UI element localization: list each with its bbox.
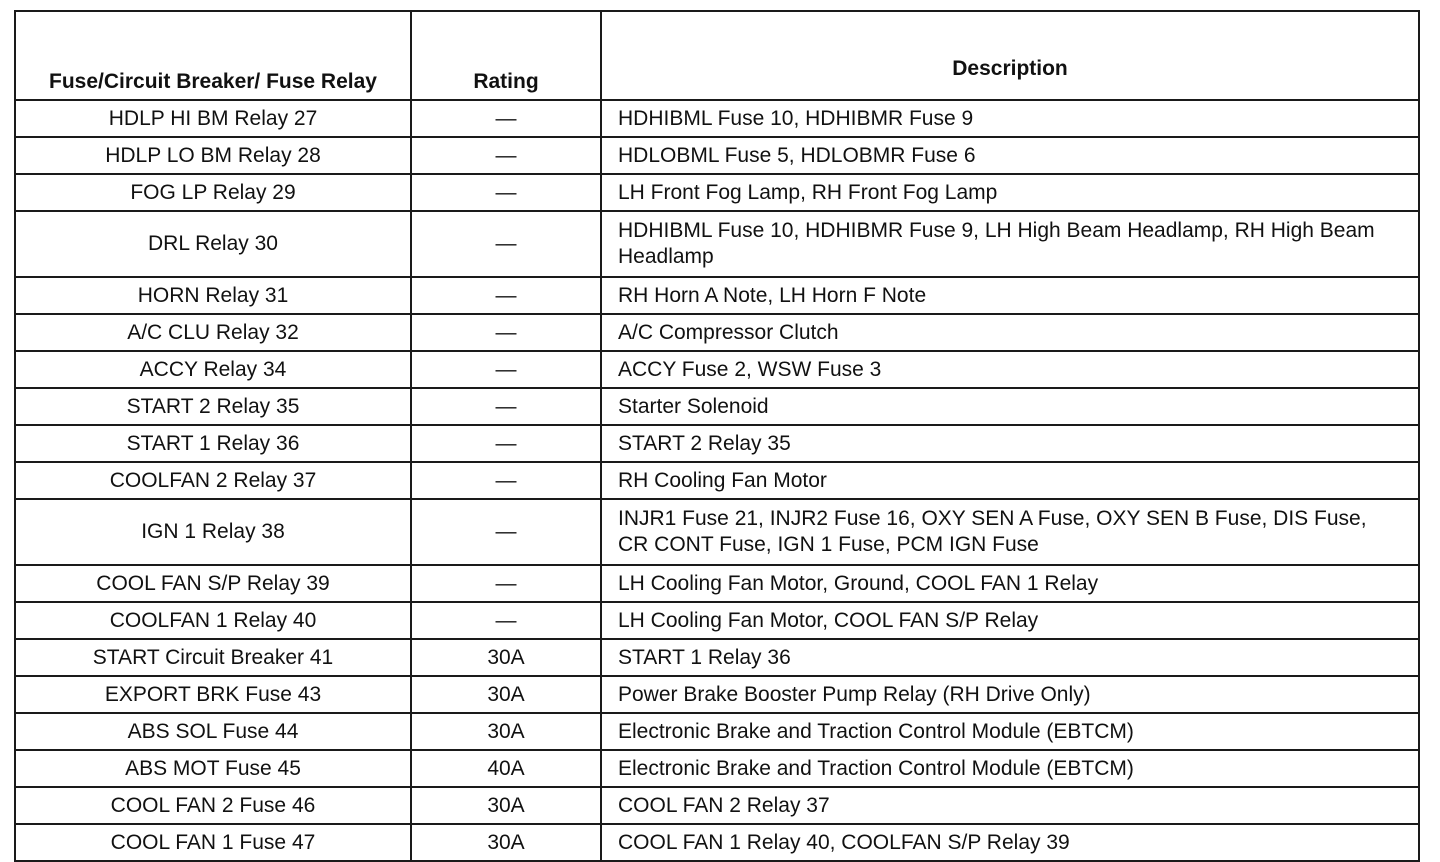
header-description bbox=[601, 11, 1419, 100]
cell-rating: 30A bbox=[411, 824, 601, 861]
cell-description: HDHIBML Fuse 10, HDHIBMR Fuse 9, LH High Beam Headlamp, RH High Beam Headlamp bbox=[601, 211, 1419, 277]
cell-description: RH Cooling Fan Motor bbox=[601, 462, 1419, 499]
cell-name: START 1 Relay 36 bbox=[15, 425, 411, 462]
table-row bbox=[15, 277, 1419, 314]
cell-description: Power Brake Booster Pump Relay (RH Drive Only) bbox=[601, 676, 1419, 713]
table-header-row bbox=[15, 11, 1419, 100]
cell-description: HDHIBML Fuse 10, HDHIBMR Fuse 9 bbox=[601, 100, 1419, 137]
cell-rating: 30A bbox=[411, 639, 601, 676]
cell-name: COOL FAN 1 Fuse 47 bbox=[15, 824, 411, 861]
cell-name: HDLP LO BM Relay 28 bbox=[15, 137, 411, 174]
cell-rating: — bbox=[411, 174, 601, 211]
cell-description: Electronic Brake and Traction Control Module (EBTCM) bbox=[601, 750, 1419, 787]
table-row bbox=[15, 388, 1419, 425]
cell-description: A/C Compressor Clutch bbox=[601, 314, 1419, 351]
cell-name: COOL FAN 2 Fuse 46 bbox=[15, 787, 411, 824]
cell-rating: — bbox=[411, 277, 601, 314]
cell-description: START 2 Relay 35 bbox=[601, 425, 1419, 462]
cell-name: HORN Relay 31 bbox=[15, 277, 411, 314]
cell-name: DRL Relay 30 bbox=[15, 211, 411, 277]
table-row bbox=[15, 174, 1419, 211]
cell-rating: — bbox=[411, 211, 601, 277]
table-row bbox=[15, 462, 1419, 499]
header-rating-label: Rating bbox=[473, 70, 539, 93]
cell-rating: — bbox=[411, 462, 601, 499]
table-row bbox=[15, 100, 1419, 137]
cell-description: Electronic Brake and Traction Control Module (EBTCM) bbox=[601, 713, 1419, 750]
table-row bbox=[15, 425, 1419, 462]
cell-rating: — bbox=[411, 565, 601, 602]
cell-rating: 30A bbox=[411, 787, 601, 824]
table-row bbox=[15, 824, 1419, 861]
cell-description: RH Horn A Note, LH Horn F Note bbox=[601, 277, 1419, 314]
cell-name: COOLFAN 1 Relay 40 bbox=[15, 602, 411, 639]
cell-name: IGN 1 Relay 38 bbox=[15, 499, 411, 565]
cell-name: START Circuit Breaker 41 bbox=[15, 639, 411, 676]
cell-name: FOG LP Relay 29 bbox=[15, 174, 411, 211]
cell-rating: — bbox=[411, 499, 601, 565]
table-row bbox=[15, 750, 1419, 787]
header-description-label: Description bbox=[952, 56, 1068, 80]
table-row bbox=[15, 713, 1419, 750]
cell-rating: 40A bbox=[411, 750, 601, 787]
cell-rating: — bbox=[411, 137, 601, 174]
cell-description: Starter Solenoid bbox=[601, 388, 1419, 425]
table-body bbox=[15, 100, 1419, 861]
table-row bbox=[15, 499, 1419, 565]
cell-name: START 2 Relay 35 bbox=[15, 388, 411, 425]
table-row bbox=[15, 565, 1419, 602]
cell-rating: — bbox=[411, 100, 601, 137]
cell-name: HDLP HI BM Relay 27 bbox=[15, 100, 411, 137]
header-name-label: Fuse/Circuit Breaker/ Fuse Relay bbox=[49, 70, 377, 93]
cell-description: LH Cooling Fan Motor, COOL FAN S/P Relay bbox=[601, 602, 1419, 639]
cell-name: ABS SOL Fuse 44 bbox=[15, 713, 411, 750]
cell-rating: 30A bbox=[411, 713, 601, 750]
header-fuse-circuit-breaker bbox=[15, 11, 411, 100]
fuse-relay-table bbox=[14, 10, 1420, 862]
cell-description: LH Front Fog Lamp, RH Front Fog Lamp bbox=[601, 174, 1419, 211]
cell-description: LH Cooling Fan Motor, Ground, COOL FAN 1 Relay bbox=[601, 565, 1419, 602]
cell-name: ACCY Relay 34 bbox=[15, 351, 411, 388]
cell-rating: — bbox=[411, 388, 601, 425]
cell-description: HDLOBML Fuse 5, HDLOBMR Fuse 6 bbox=[601, 137, 1419, 174]
table-row bbox=[15, 639, 1419, 676]
cell-rating: — bbox=[411, 351, 601, 388]
table-row bbox=[15, 676, 1419, 713]
cell-name: EXPORT BRK Fuse 43 bbox=[15, 676, 411, 713]
table-row bbox=[15, 137, 1419, 174]
table-row bbox=[15, 314, 1419, 351]
cell-description: COOL FAN 2 Relay 37 bbox=[601, 787, 1419, 824]
cell-rating: — bbox=[411, 425, 601, 462]
table-row bbox=[15, 351, 1419, 388]
cell-rating: — bbox=[411, 314, 601, 351]
cell-rating: — bbox=[411, 602, 601, 639]
header-rating bbox=[411, 11, 601, 100]
cell-description: ACCY Fuse 2, WSW Fuse 3 bbox=[601, 351, 1419, 388]
cell-description: START 1 Relay 36 bbox=[601, 639, 1419, 676]
cell-name: COOLFAN 2 Relay 37 bbox=[15, 462, 411, 499]
cell-description: COOL FAN 1 Relay 40, COOLFAN S/P Relay 39 bbox=[601, 824, 1419, 861]
cell-name: COOL FAN S/P Relay 39 bbox=[15, 565, 411, 602]
table-row bbox=[15, 602, 1419, 639]
cell-name: A/C CLU Relay 32 bbox=[15, 314, 411, 351]
cell-description: INJR1 Fuse 21, INJR2 Fuse 16, OXY SEN A Fuse, OXY SEN B Fuse, DIS Fuse, CR CONT Fuse, IGN 1 Fuse, PCM IGN Fuse bbox=[601, 499, 1419, 565]
cell-rating: 30A bbox=[411, 676, 601, 713]
table-row bbox=[15, 787, 1419, 824]
table-row bbox=[15, 211, 1419, 277]
cell-name: ABS MOT Fuse 45 bbox=[15, 750, 411, 787]
